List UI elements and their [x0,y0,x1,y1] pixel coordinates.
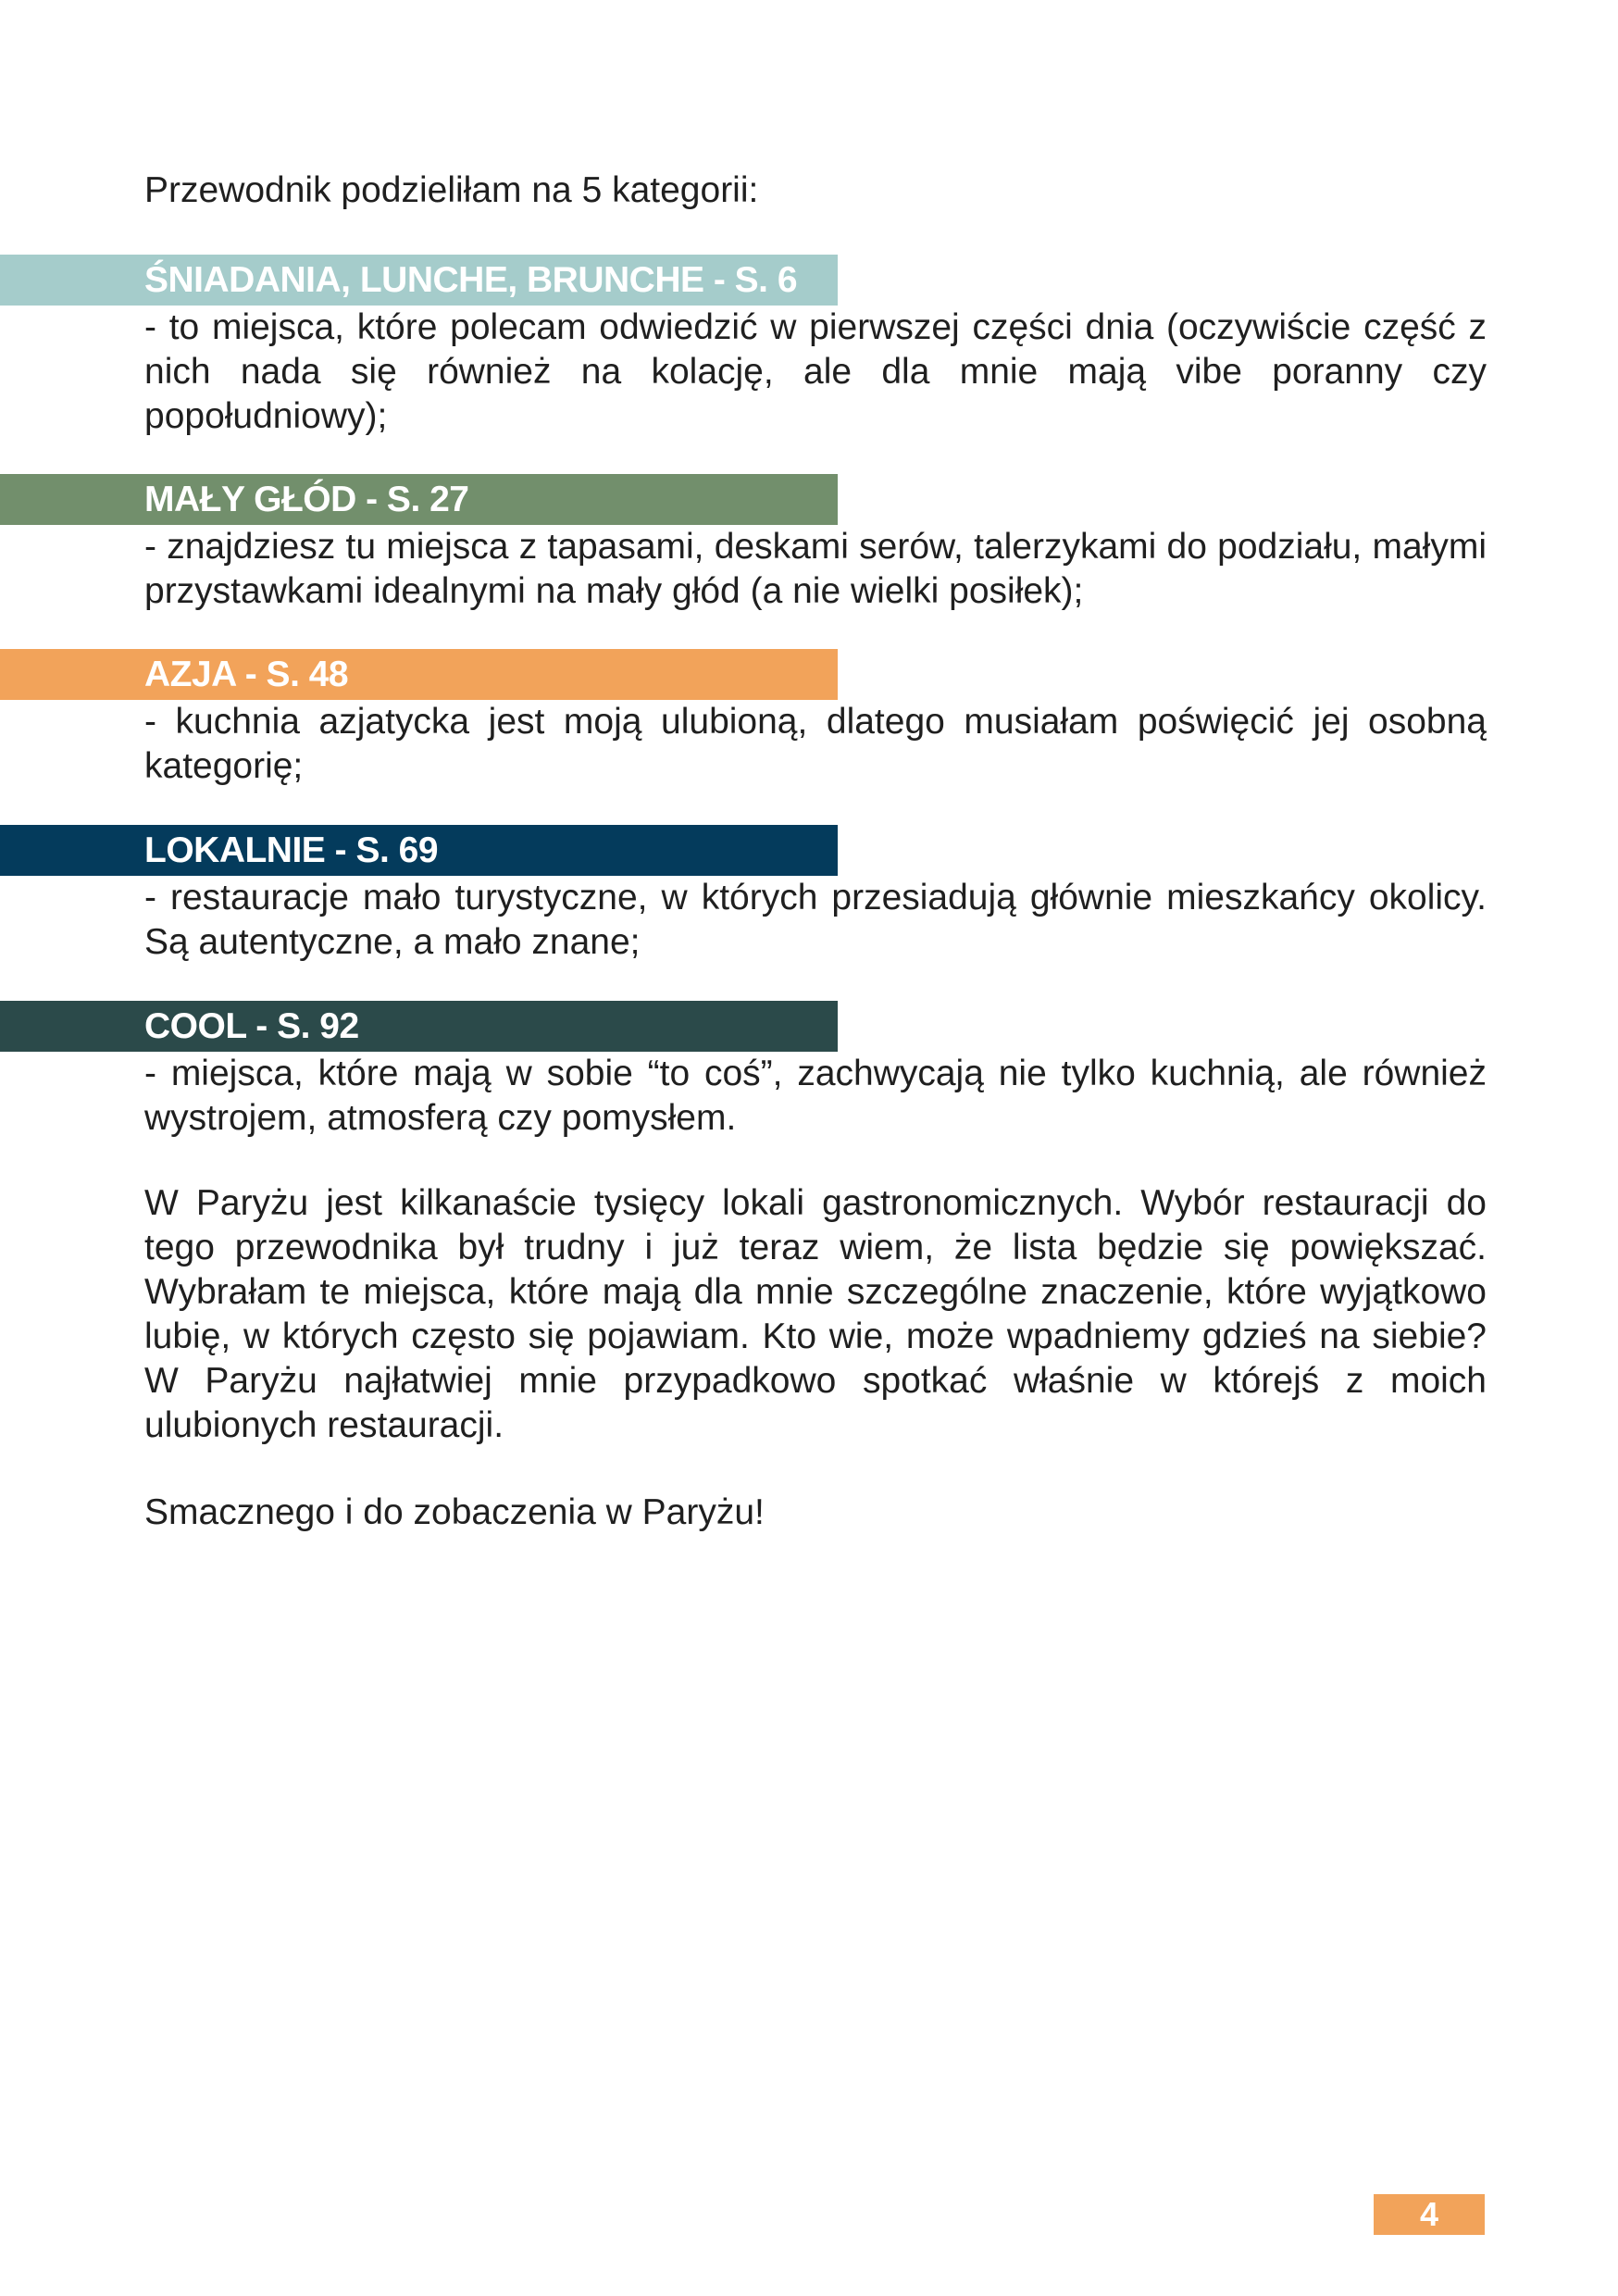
category-title-bar: COOL - S. 92 [0,1001,838,1052]
category-azja [0,649,1618,789]
category-description: - miejsca, które mają w sobie “to coś”, zachwycają nie tylko kuchnią, ale również wystrojem, atmosferą czy pomysłem. [144,1054,1487,1138]
category-description: - znajdziesz tu miejsca z tapasami, deskami serów, talerzykami do podziału, małymi przystawkami idealnymi na mały głód (a nie wielki posiłek); [144,527,1487,611]
category-sniadania [0,255,1618,439]
page-number: 4 [1374,2194,1485,2235]
category-lokalnie [0,825,1618,965]
category-description: - kuchnia azjatycka jest moją ulubioną, dlatego musiałam poświęcić jej osobną kategorię; [144,702,1487,786]
category-maly-glod [0,474,1618,614]
closing-text: Smacznego i do zobaczenia w Paryżu! [144,1492,765,1532]
category-title-bar: ŚNIADANIA, LUNCHE, BRUNCHE - S. 6 [0,255,838,306]
category-cool [0,1001,1618,1141]
main-paragraph: W Paryżu jest kilkanaście tysięcy lokali gastronomicznych. Wybór restauracji do tego przewodnika był trudny i już teraz wiem, że lista będzie się powiększać. Wybrałam te miejsca, które mają dla mnie szczególne znaczenie, które wyjątkowo lubię, w których często się pojawiam. Kto wie, może wpadniemy gdzieś na siebie? W Paryżu najłatwiej mnie przypadkowo spotkać właśnie w którejś z moich ulubionych restauracji. [144,1183,1487,1445]
category-title-bar: AZJA - S. 48 [0,649,838,700]
category-description: - restauracje mało turystyczne, w których przesiadują głównie mieszkańcy okolicy. Są autentyczne, a mało znane; [144,878,1487,962]
category-description: - to miejsca, które polecam odwiedzić w pierwszej części dnia (oczywiście część z nich nada się również na kolację, ale dla mnie mają vibe poranny czy popołudniowy); [144,307,1487,436]
intro-text: Przewodnik podzieliłam na 5 kategorii: [144,170,759,210]
category-title-bar: MAŁY GŁÓD - S. 27 [0,474,838,525]
category-title-bar: LOKALNIE - S. 69 [0,825,838,876]
